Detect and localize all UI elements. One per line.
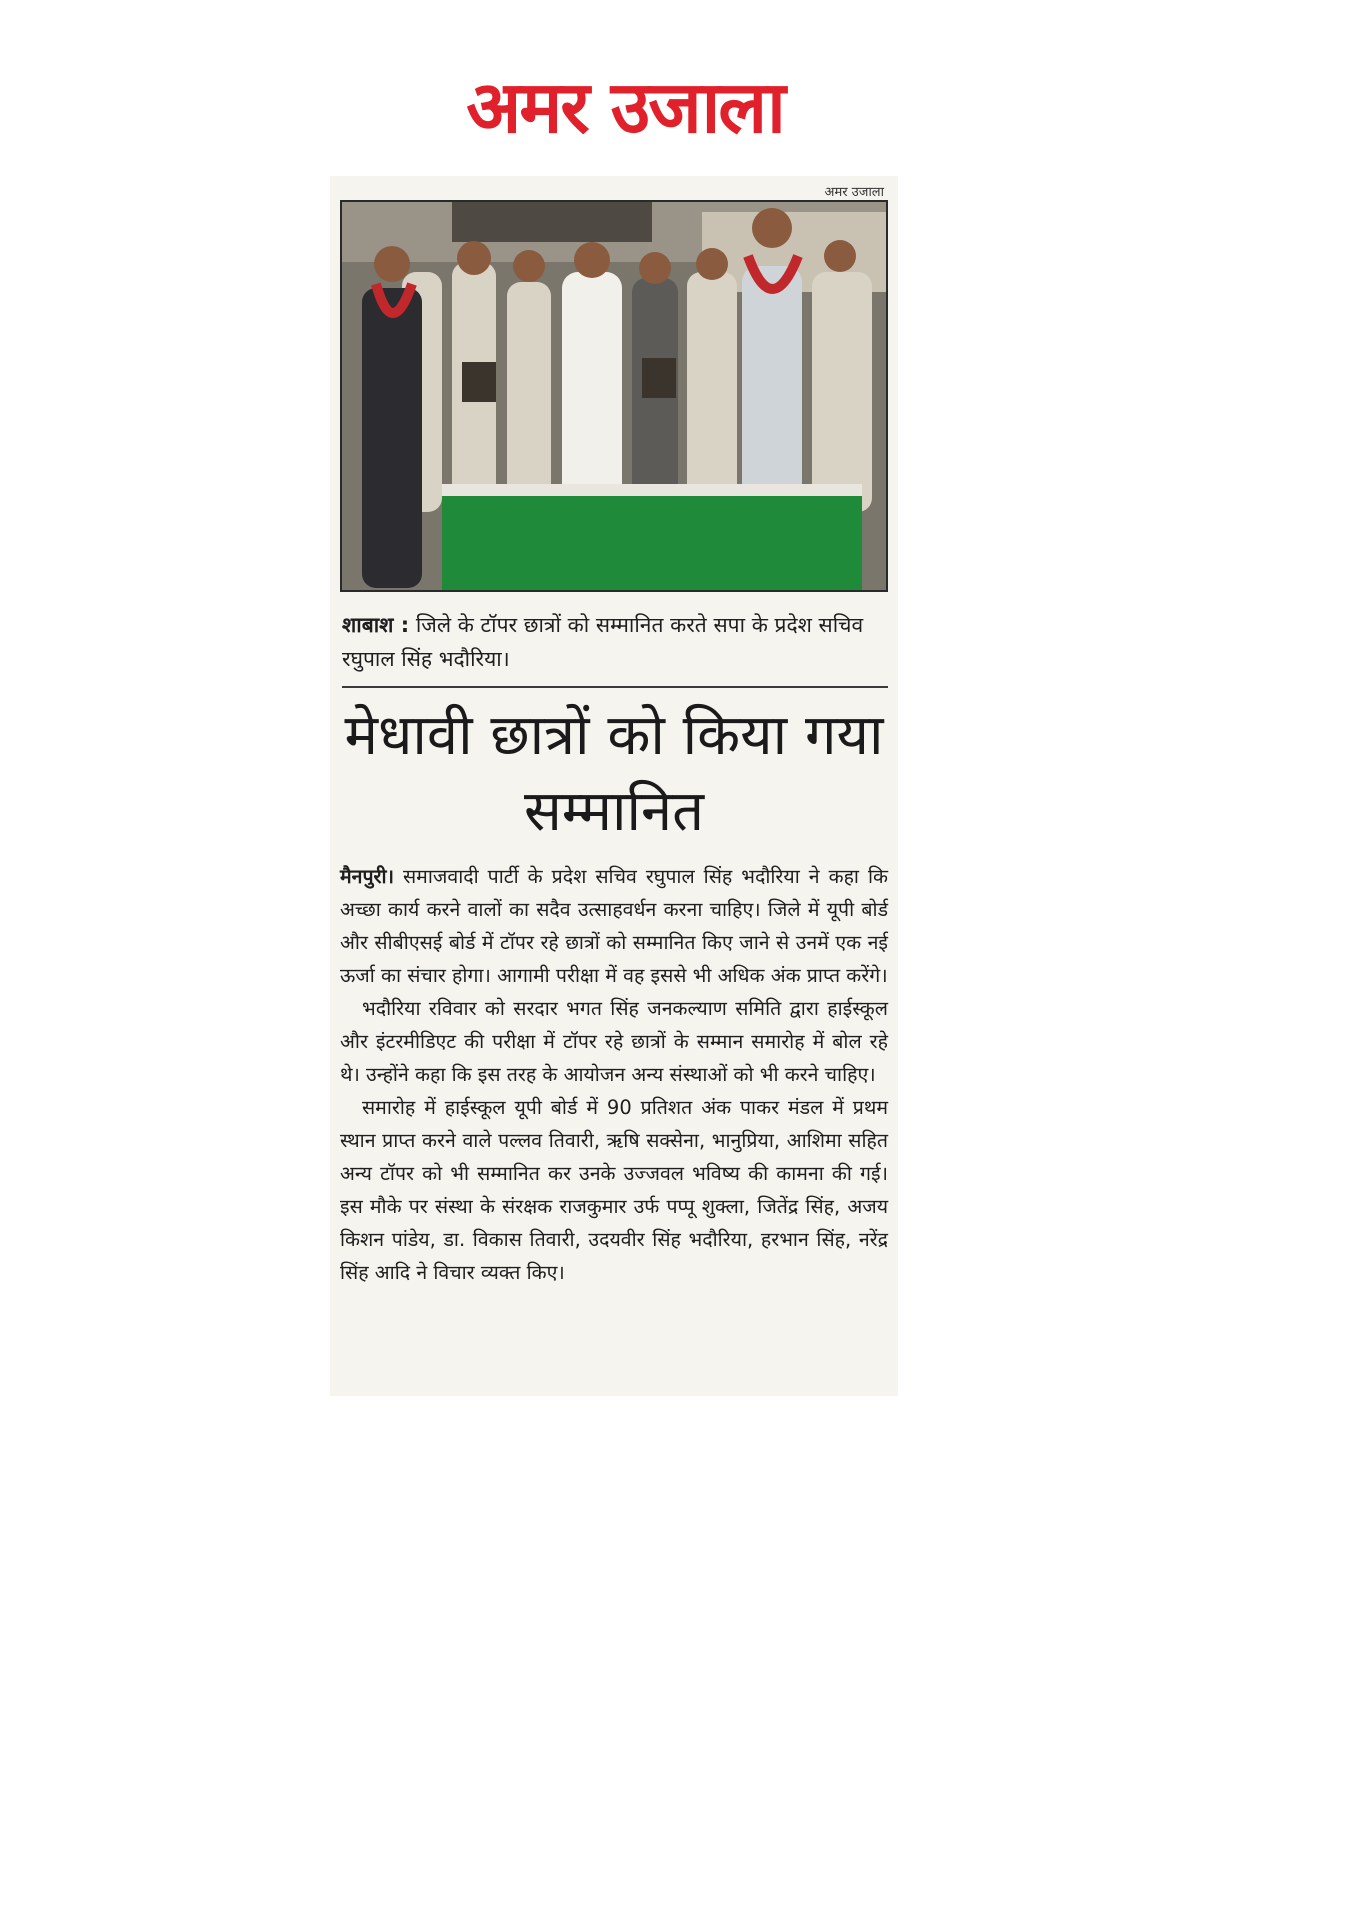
paragraph-text: समाजवादी पार्टी के प्रदेश सचिव रघुपाल सिंह भदौरिया ने कहा कि अच्छा कार्य करने वालों का सदैव उत्साहवर्धन करना चाहिए। जिले में यूपी बोर्ड और सीबीएसई बोर्ड में टॉपर रहे छात्रों को सम्मानित किए जाने से उनमें एक नई ऊर्जा का संचार होगा। आगामी परीक्षा में वह इससे भी अधिक अंक प्राप्त करेंगे। — [340, 865, 888, 987]
dateline: मैनपुरी। — [340, 865, 394, 888]
article-paragraph — [340, 860, 888, 992]
caption-lead: शाबाश : — [342, 613, 410, 637]
news-photo — [340, 200, 888, 592]
photo-caption — [342, 608, 886, 676]
masthead-title: अमर उजाला — [466, 65, 784, 149]
article-paragraph: समारोह में हाईस्कूल यूपी बोर्ड में 90 प्रतिशत अंक पाकर मंडल में प्रथम स्थान प्राप्त करने वाले पल्लव तिवारी, ऋषि सक्सेना, भानुप्रिया, आशिमा सहित अन्य टॉपर को भी सम्मानित कर उनके उज्जवल भविष्य की कामना की गई। इस मौके पर संस्था के संरक्षक राजकुमार उर्फ पप्पू शुक्ला, जितेंद्र सिंह, अजय किशन पांडेय, डा. विकास तिवारी, उदयवीर सिंह भदौरिया, हरभान सिंह, नरेंद्र सिंह आदि ने विचार व्यक्त किए। — [340, 1096, 888, 1284]
divider-rule — [342, 686, 888, 688]
photo-illustration — [342, 202, 886, 590]
article-paragraph: भदौरिया रविवार को सरदार भगत सिंह जनकल्याण समिति द्वारा हाईस्कूल और इंटरमीडिएट की परीक्षा में टॉपर रहे छात्रों के सम्मान समारोह में बोल रहे थे। उन्होंने कहा कि इस तरह के आयोजन अन्य संस्थाओं को भी करने चाहिए। — [340, 997, 888, 1086]
source-tag: अमर उजाला — [824, 185, 884, 200]
caption-text: जिले के टॉपर छात्रों को सम्मानित करते सपा के प्रदेश सचिव रघुपाल सिंह भदौरिया। — [342, 613, 864, 671]
newspaper-masthead — [415, 62, 835, 152]
article-headline: मेधावी छात्रों को किया गया सम्मानित — [344, 703, 884, 844]
article-body — [340, 860, 888, 1289]
newspaper-clipping — [330, 176, 898, 1396]
